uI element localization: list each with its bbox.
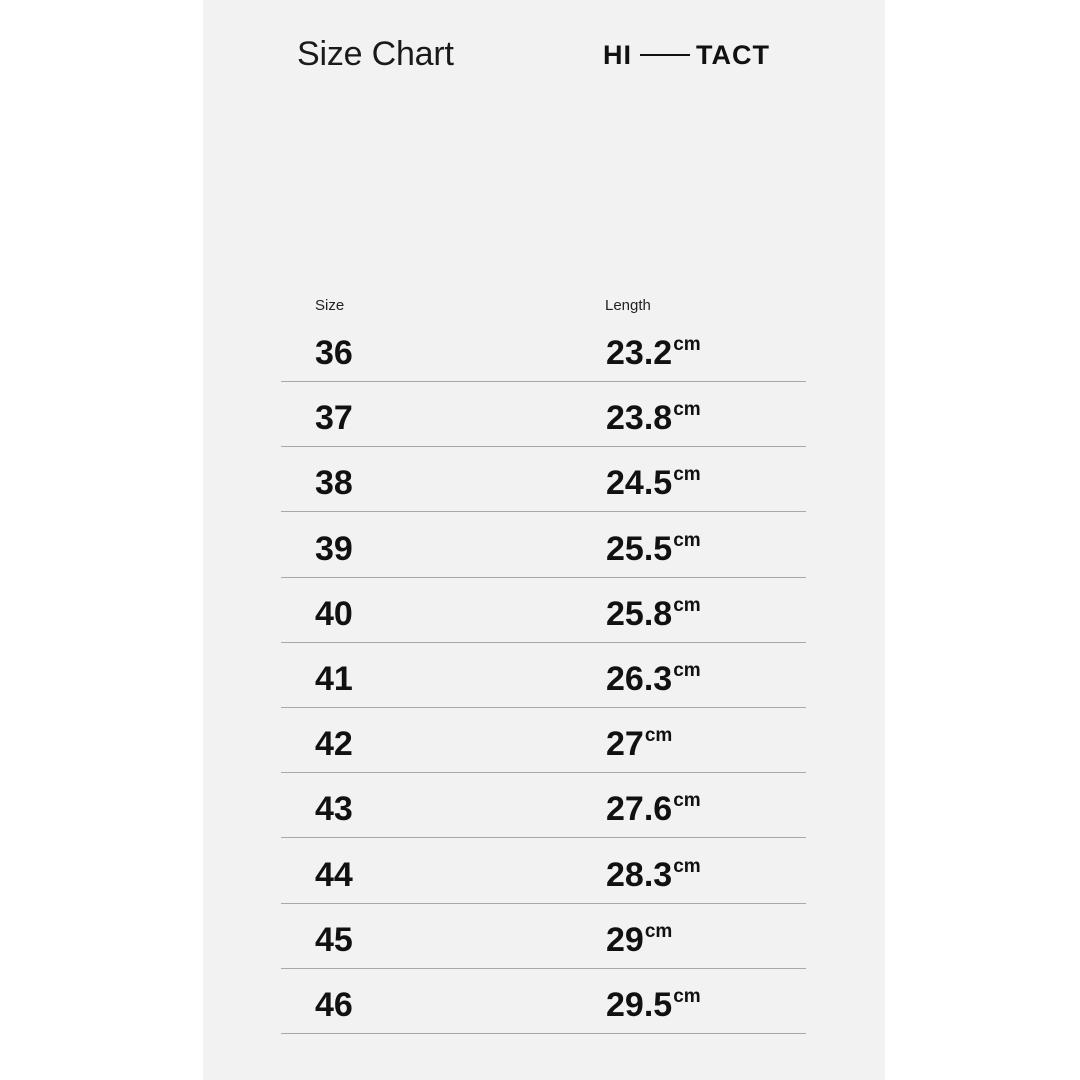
length-unit: cm <box>644 725 673 747</box>
size-value: 43 <box>315 790 353 829</box>
size-table <box>281 318 806 1034</box>
page-title: Size Chart <box>297 35 454 73</box>
length-value: 25.5 <box>606 529 673 568</box>
size-chart-panel <box>203 0 885 1080</box>
length-value: 29 <box>606 920 644 959</box>
table-row <box>281 969 806 1034</box>
table-row <box>281 643 806 708</box>
length-cell <box>606 521 701 569</box>
table-row <box>281 382 806 447</box>
length-unit: cm <box>673 529 701 551</box>
length-cell <box>606 847 701 895</box>
table-row <box>281 578 806 643</box>
logo-text-left: HI <box>603 39 632 70</box>
size-value: 39 <box>315 529 353 568</box>
length-cell <box>606 651 701 699</box>
table-row <box>281 512 806 577</box>
length-cell <box>606 912 672 960</box>
table-row <box>281 838 806 903</box>
size-value: 36 <box>315 334 353 372</box>
length-value: 23.8 <box>606 399 673 438</box>
length-value: 26.3 <box>606 659 673 698</box>
length-value: 23.2 <box>606 334 673 372</box>
table-row <box>281 708 806 773</box>
size-value: 37 <box>315 399 353 438</box>
size-value: 46 <box>315 985 353 1024</box>
size-value: 40 <box>315 594 353 633</box>
size-value: 42 <box>315 725 353 764</box>
length-cell <box>606 325 701 373</box>
length-unit: cm <box>673 334 701 355</box>
length-unit: cm <box>673 659 701 681</box>
length-unit: cm <box>673 790 701 812</box>
length-unit: cm <box>644 920 673 942</box>
length-cell <box>606 977 701 1025</box>
column-header-length: Length <box>605 297 651 314</box>
size-value: 38 <box>315 464 353 503</box>
length-cell <box>606 781 701 829</box>
length-cell <box>606 390 701 438</box>
length-value: 27 <box>606 725 644 764</box>
column-header-size: Size <box>315 297 345 314</box>
length-cell <box>606 455 701 503</box>
length-value: 27.6 <box>606 790 673 829</box>
table-row <box>281 773 806 838</box>
logo-dash <box>640 54 690 56</box>
length-value: 25.8 <box>606 594 673 633</box>
table-row <box>281 318 806 382</box>
length-value: 29.5 <box>606 985 673 1024</box>
length-value: 28.3 <box>606 855 673 894</box>
table-row <box>281 904 806 969</box>
length-unit: cm <box>673 594 701 616</box>
logo-text-right: TACT <box>696 39 770 70</box>
length-cell <box>606 716 672 764</box>
length-unit: cm <box>673 399 701 421</box>
size-value: 45 <box>315 920 353 959</box>
length-unit: cm <box>673 855 701 877</box>
length-unit: cm <box>673 985 701 1007</box>
table-row <box>281 447 806 512</box>
length-value: 24.5 <box>606 464 673 503</box>
brand-logo <box>603 40 770 70</box>
size-value: 44 <box>315 855 353 894</box>
size-value: 41 <box>315 659 353 698</box>
length-unit: cm <box>673 464 701 486</box>
length-cell <box>606 586 701 634</box>
